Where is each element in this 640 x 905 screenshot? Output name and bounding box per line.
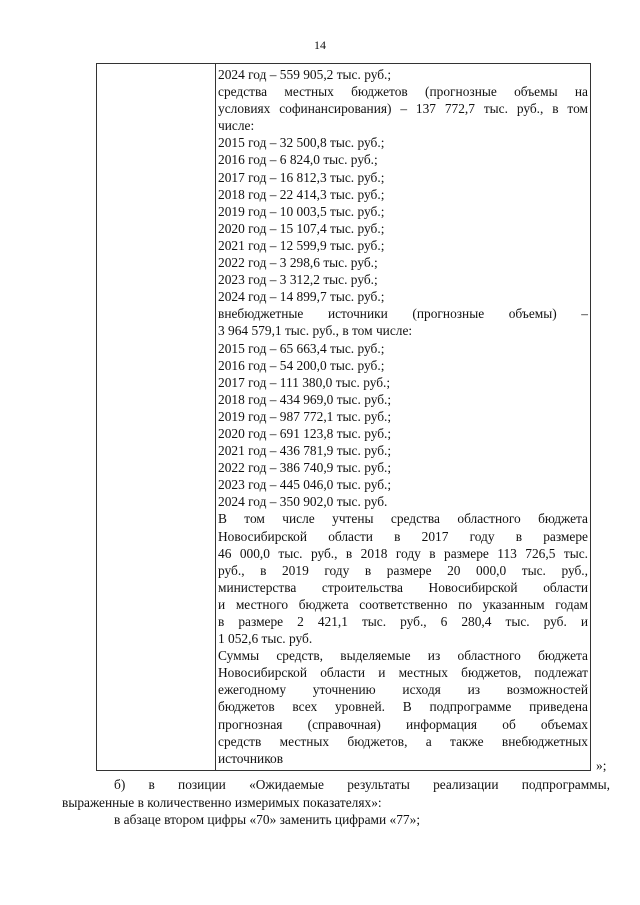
page-number: 14 bbox=[314, 38, 326, 52]
cell-line: 2024 год – 14 899,7 тыс. руб.; bbox=[218, 289, 385, 305]
cell-line: 2022 год – 3 298,6 тыс. руб.; bbox=[218, 255, 378, 271]
cell-line: в размере 2 421,1 тыс. руб., 6 280,4 тыс. руб. и bbox=[218, 614, 588, 629]
cell-line: Новосибирской области в 2017 году в размере bbox=[218, 528, 588, 544]
cell-line: Новосибирской области и местных бюджетов, подлежат bbox=[218, 665, 588, 681]
cell-line: 2017 год – 16 812,3 тыс. руб.; bbox=[218, 169, 385, 185]
item-b-line-2: выраженные в количественно измеримых показателях»: bbox=[62, 794, 382, 810]
cell-line: 2021 год – 12 599,9 тыс. руб.; bbox=[218, 237, 385, 253]
cell-line: 2020 год – 691 123,8 тыс. руб.; bbox=[218, 425, 392, 441]
cell-line: 2016 год – 54 200,0 тыс. руб.; bbox=[218, 357, 385, 373]
cell-line: 2015 год – 32 500,8 тыс. руб.; bbox=[218, 135, 385, 151]
cell-line: 2018 год – 22 414,3 тыс. руб.; bbox=[218, 186, 385, 202]
cell-line: 2024 год – 559 905,2 тыс. руб.; bbox=[218, 67, 392, 82]
cell-line: условиях софинансирования) – 137 772,7 тыс. руб., в том bbox=[218, 101, 588, 117]
cell-line: средств местных бюджетов, а также внебюджетных bbox=[218, 733, 588, 749]
cell-line: В том числе учтены средства областного бюджета bbox=[218, 511, 588, 527]
table-right-cell bbox=[218, 66, 588, 767]
cell-line: прогнозная (справочная) информация об объемах bbox=[218, 716, 588, 732]
cell-line: 2019 год – 987 772,1 тыс. руб.; bbox=[218, 408, 392, 424]
cell-line: 2016 год – 6 824,0 тыс. руб.; bbox=[218, 152, 378, 168]
cell-line: числе: bbox=[218, 118, 255, 134]
cell-line: министерства строительства Новосибирской области bbox=[218, 579, 588, 595]
cell-line: 1 052,6 тыс. руб. bbox=[218, 631, 313, 647]
cell-line: 2019 год – 10 003,5 тыс. руб.; bbox=[218, 203, 385, 219]
cell-line: 2023 год – 445 046,0 тыс. руб.; bbox=[218, 477, 392, 493]
cell-line: 2024 год – 350 902,0 тыс. руб. bbox=[218, 494, 388, 510]
cell-line: 46 000,0 тыс. руб., в 2018 году в размере 113 726,5 тыс. bbox=[218, 545, 588, 561]
amendment-text bbox=[62, 776, 610, 829]
item-b-line-1: б) в позиции «Ожидаемые результаты реализации подпрограммы, bbox=[114, 777, 610, 792]
cell-line: 2018 год – 434 969,0 тыс. руб.; bbox=[218, 391, 392, 407]
amendment-table bbox=[96, 63, 591, 771]
cell-line: источников bbox=[218, 750, 284, 766]
item-b-line-3: в абзаце втором цифры «70» заменить цифрами «77»; bbox=[114, 812, 421, 827]
cell-line: 2017 год – 111 380,0 тыс. руб.; bbox=[218, 374, 391, 390]
cell-line: 2020 год – 15 107,4 тыс. руб.; bbox=[218, 220, 385, 236]
cell-line: 3 964 579,1 тыс. руб., в том числе: bbox=[218, 323, 413, 339]
closing-quote: »; bbox=[596, 758, 607, 773]
cell-line: 2023 год – 3 312,2 тыс. руб.; bbox=[218, 272, 378, 288]
cell-line: руб., в 2019 году в размере 20 000,0 тыс. руб., bbox=[218, 562, 588, 578]
cell-line: 2015 год – 65 663,4 тыс. руб.; bbox=[218, 340, 385, 356]
table-left-column bbox=[97, 64, 216, 770]
cell-line: 2022 год – 386 740,9 тыс. руб.; bbox=[218, 460, 392, 476]
cell-line: и местного бюджета соответственно по указанным годам bbox=[218, 596, 588, 612]
cell-line: средства местных бюджетов (прогнозные объемы на bbox=[218, 84, 588, 100]
cell-line: 2021 год – 436 781,9 тыс. руб.; bbox=[218, 443, 392, 459]
cell-line: ежегодному уточнению исходя из возможностей bbox=[218, 682, 588, 698]
cell-line: Суммы средств, выделяемые из областного бюджета bbox=[218, 648, 588, 664]
cell-line: внебюджетные источники (прогнозные объемы) – bbox=[218, 306, 588, 322]
cell-line: бюджетов всех уровней. В подпрограмме приведена bbox=[218, 699, 588, 715]
